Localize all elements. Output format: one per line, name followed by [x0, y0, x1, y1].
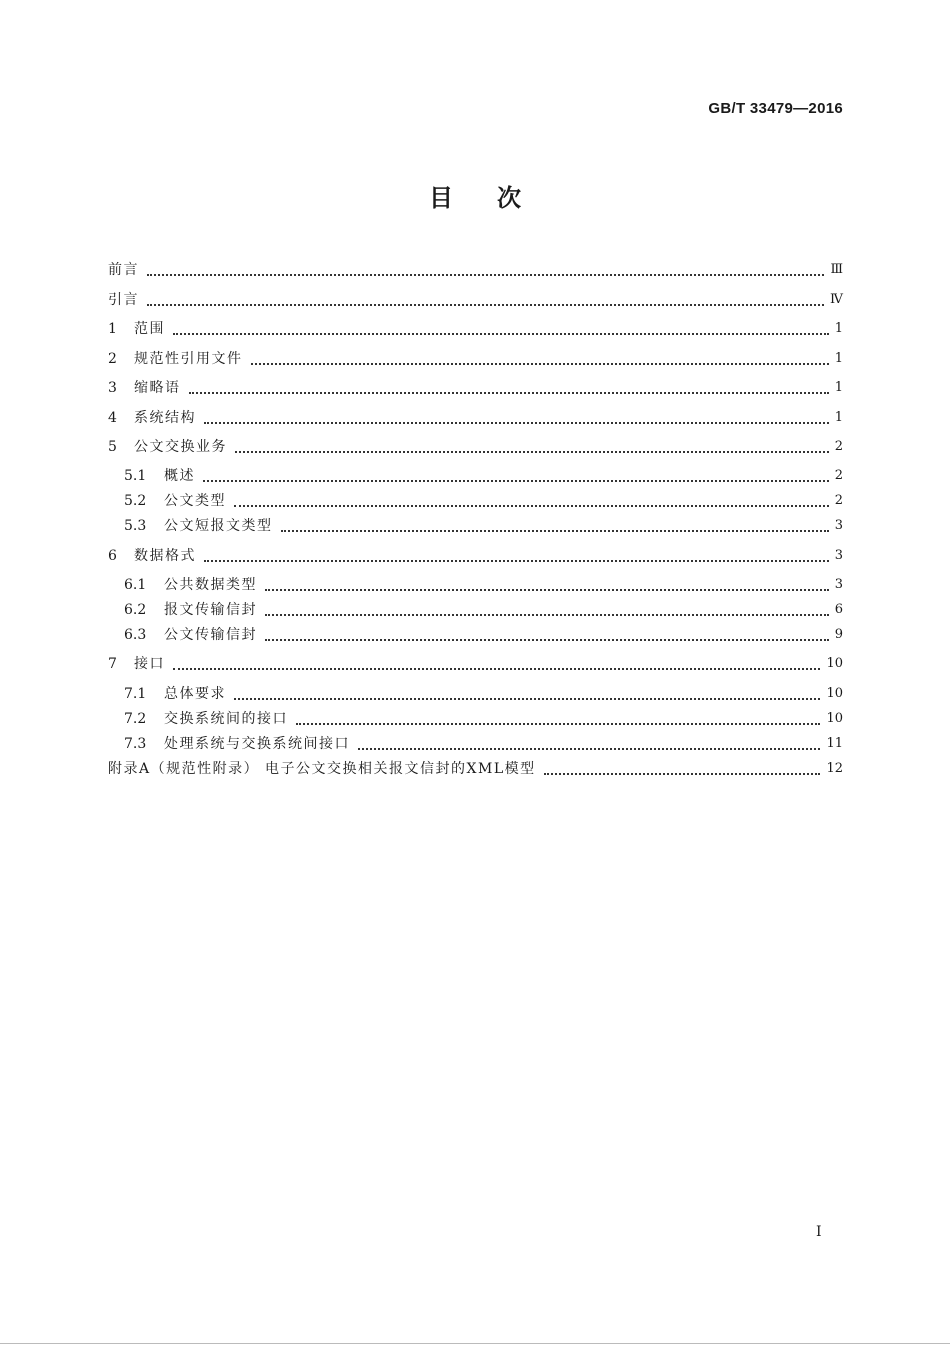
toc-entry[interactable]: [108, 436, 843, 458]
toc-entry-page: 2: [834, 493, 843, 508]
toc-dot-leader: [147, 300, 824, 306]
toc-entry-label: 概述: [164, 468, 195, 484]
toc-entry[interactable]: [124, 599, 843, 621]
toc-dot-leader: [234, 694, 820, 700]
toc-entry-number: 5.2: [124, 493, 147, 509]
toc-dot-leader: [358, 744, 820, 750]
toc-entry[interactable]: [124, 465, 843, 487]
toc-entry-label: 公文短报文类型: [164, 518, 273, 534]
toc-dot-leader: [296, 719, 820, 725]
toc-entry[interactable]: [108, 348, 843, 370]
toc-entry-page: 2: [834, 439, 843, 454]
toc-entry-page: 10: [826, 686, 843, 701]
toc-entry-page: 6: [834, 602, 843, 617]
toc-dot-leader: [281, 526, 829, 532]
toc-dot-leader: [204, 556, 829, 562]
toc-entry-label: 引言: [108, 292, 139, 308]
toc-entry-label: 前言: [108, 262, 139, 278]
toc-entry-page: 9: [834, 627, 843, 642]
toc-entry-page: 3: [834, 548, 843, 563]
page-title: 目次: [429, 184, 565, 212]
toc-entry-label: 总体要求: [164, 686, 226, 702]
toc-entry-label: 规范性引用文件: [134, 351, 243, 367]
toc-entry-number: 6.2: [124, 602, 147, 618]
toc-entry-number: 3: [108, 380, 117, 396]
toc-entry-page: 1: [834, 321, 843, 336]
page-folio: Ⅰ: [816, 1224, 822, 1240]
toc-dot-leader: [265, 635, 829, 641]
toc-entry-page: 2: [834, 468, 843, 483]
toc-entry-page: 3: [834, 518, 843, 533]
toc-entry-number: 6.3: [124, 627, 147, 643]
toc-entry[interactable]: [108, 407, 843, 429]
toc-entry-page: 1: [834, 410, 843, 425]
toc-entry-number: 1: [108, 321, 117, 337]
toc-entry[interactable]: [124, 708, 843, 730]
toc-entry-label: 公文传输信封: [164, 627, 257, 643]
toc-entry[interactable]: [124, 624, 843, 646]
toc-entry[interactable]: [124, 574, 843, 596]
toc-dot-leader: [173, 664, 820, 670]
toc-entry[interactable]: [124, 683, 843, 705]
toc-entry[interactable]: [108, 259, 843, 281]
toc-entry[interactable]: [124, 490, 843, 512]
toc-entry-number: 2: [108, 351, 117, 367]
toc-entry-label: 公文类型: [164, 493, 226, 509]
toc-entry-label: 缩略语: [134, 380, 181, 396]
toc-dot-leader: [235, 447, 829, 453]
standard-code: GB/T 33479—2016: [708, 100, 843, 117]
toc-entry-number: 5.1: [124, 468, 147, 484]
toc-entry-number: 6: [108, 548, 117, 564]
toc-entry-number: 5: [108, 439, 117, 455]
toc-entry-number: 7.1: [124, 686, 147, 702]
toc-entry[interactable]: [124, 515, 843, 537]
toc-dot-leader: [189, 388, 829, 394]
toc-dot-leader: [204, 418, 829, 424]
toc-entry-page: Ⅲ: [830, 262, 843, 277]
toc-entry[interactable]: [108, 318, 843, 340]
toc-entry-label: 交换系统间的接口: [164, 711, 288, 727]
toc-entry-page: 1: [834, 351, 843, 366]
toc-entry[interactable]: [108, 289, 843, 311]
toc-dot-leader: [203, 476, 829, 482]
toc-dot-leader: [147, 270, 824, 276]
toc-entry-page: 1: [834, 380, 843, 395]
toc-dot-leader: [265, 610, 829, 616]
toc-entry-page: 10: [826, 711, 843, 726]
toc-dot-leader: [251, 359, 829, 365]
toc-entry-label: 接口: [134, 656, 165, 672]
toc-dot-leader: [173, 329, 829, 335]
toc-entry-page: 10: [826, 656, 843, 671]
toc-dot-leader: [544, 769, 821, 775]
toc-entry-page: 11: [826, 736, 843, 751]
toc-dot-leader: [265, 585, 829, 591]
toc-entry-number: 7.2: [124, 711, 147, 727]
toc-entry-label: 报文传输信封: [164, 602, 257, 618]
toc-entry-label: 附录A（规范性附录） 电子公文交换相关报文信封的XML模型: [108, 761, 536, 777]
toc-entry[interactable]: [108, 758, 843, 780]
toc-entry-page: 3: [834, 577, 843, 592]
toc-entry-label: 处理系统与交换系统间接口: [164, 736, 350, 752]
toc-entry[interactable]: [108, 377, 843, 399]
toc-entry-page: 12: [826, 761, 843, 776]
toc-entry-label: 公共数据类型: [164, 577, 257, 593]
toc-entry-label: 数据格式: [134, 548, 196, 564]
toc-entry-number: 7.3: [124, 736, 147, 752]
toc-entry-number: 4: [108, 410, 117, 426]
page-bottom-rule: [0, 1343, 950, 1344]
toc-entry-label: 公文交换业务: [134, 439, 227, 455]
toc-entry[interactable]: [124, 733, 843, 755]
toc-entry-number: 5.3: [124, 518, 147, 534]
toc-entry-number: 6.1: [124, 577, 147, 593]
toc-entry-page: Ⅳ: [830, 292, 843, 307]
toc-entry[interactable]: [108, 545, 843, 567]
toc-entry-label: 范围: [134, 321, 165, 337]
toc-entry-number: 7: [108, 656, 117, 672]
toc-entry-label: 系统结构: [134, 410, 196, 426]
toc-dot-leader: [234, 501, 829, 507]
toc-entry[interactable]: [108, 653, 843, 675]
